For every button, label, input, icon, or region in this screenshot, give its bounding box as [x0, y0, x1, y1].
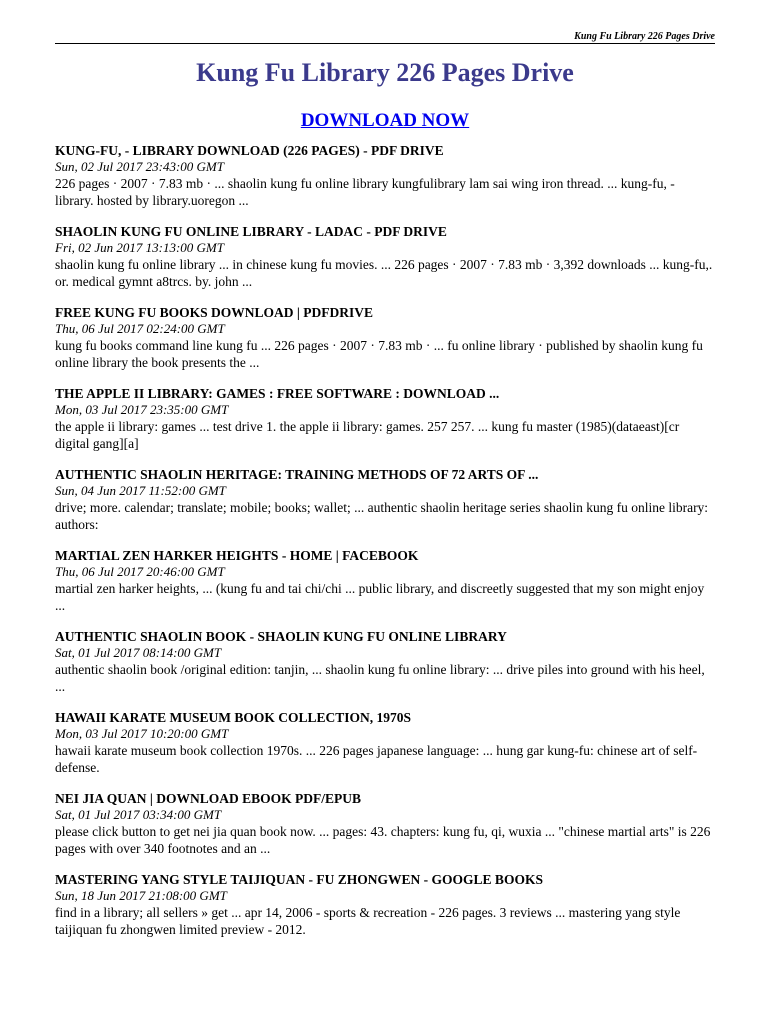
result-title: MASTERING YANG STYLE TAIJIQUAN - FU ZHONGWEN - GOOGLE BOOKS — [55, 872, 543, 887]
result-date: Sun, 04 Jun 2017 11:52:00 GMT — [55, 483, 226, 498]
result-date: Sat, 01 Jul 2017 08:14:00 GMT — [55, 645, 222, 660]
result-title: KUNG-FU, - LIBRARY DOWNLOAD (226 PAGES) - PDF DRIVE — [55, 143, 444, 158]
result-snippet: hawaii karate museum book collection 1970s. ... 226 pages japanese language: ... hung gar kung-fu: chinese art of self-defense. — [55, 743, 698, 775]
running-header: Kung Fu Library 226 Pages Drive — [55, 0, 715, 44]
result-date: Sat, 01 Jul 2017 03:34:00 GMT — [55, 807, 222, 822]
results-list — [55, 143, 715, 938]
download-now-link[interactable]: DOWNLOAD NOW — [300, 110, 470, 131]
result-title: AUTHENTIC SHAOLIN HERITAGE: TRAINING METHODS OF 72 ARTS OF ... — [55, 467, 539, 482]
result-item — [55, 710, 715, 776]
result-date: Mon, 03 Jul 2017 23:35:00 GMT — [55, 402, 229, 417]
result-item — [55, 548, 715, 614]
result-snippet: martial zen harker heights, ... (kung fu and tai chi/chi ... public library, and discreetly suggested that my son might enjoy ... — [55, 581, 705, 613]
result-item — [55, 143, 715, 209]
result-title: MARTIAL ZEN HARKER HEIGHTS - HOME | FACEBOOK — [55, 548, 419, 563]
result-snippet: find in a library; all sellers » get ... apr 14, 2006 - sports & recreation - 226 pages. 3 reviews ... mastering yang style taijiquan fu zhongwen limited preview - 2012. — [55, 905, 681, 937]
result-item — [55, 386, 715, 452]
result-snippet: 226 pages · 2007 · 7.83 mb · ... shaolin kung fu online library kungfulibrary lam sai wing iron thread. ... kung-fu, - library. hosted by library.uoregon ... — [55, 176, 675, 208]
result-item — [55, 224, 715, 290]
result-item — [55, 467, 715, 533]
result-snippet: shaolin kung fu online library ... in chinese kung fu movies. ... 226 pages · 2007 · 7.83 mb · 3,392 downloads ... kung-fu,. or. medical gymnt a8trcs. by. john ... — [55, 257, 713, 289]
result-item — [55, 791, 715, 857]
result-date: Mon, 03 Jul 2017 10:20:00 GMT — [55, 726, 229, 741]
result-date: Thu, 06 Jul 2017 02:24:00 GMT — [55, 321, 225, 336]
result-date: Sun, 02 Jul 2017 23:43:00 GMT — [55, 159, 224, 174]
result-date: Fri, 02 Jun 2017 13:13:00 GMT — [55, 240, 224, 255]
result-item — [55, 872, 715, 938]
result-title: SHAOLIN KUNG FU ONLINE LIBRARY - LADAC - PDF DRIVE — [55, 224, 447, 239]
result-title: HAWAII KARATE MUSEUM BOOK COLLECTION, 1970S — [55, 710, 412, 725]
result-snippet: please click button to get nei jia quan book now. ... pages: 43. chapters: kung fu, qi, wuxia ... "chinese martial arts" is 226 pages with over 340 footnotes and an ... — [55, 824, 711, 856]
result-title: NEI JIA QUAN | DOWNLOAD EBOOK PDF/EPUB — [55, 791, 361, 806]
document-page — [55, 0, 715, 953]
download-section — [55, 108, 715, 134]
result-item — [55, 629, 715, 695]
result-title: THE APPLE II LIBRARY: GAMES : FREE SOFTWARE : DOWNLOAD ... — [55, 386, 500, 401]
result-item — [55, 305, 715, 371]
result-snippet: the apple ii library: games ... test drive 1. the apple ii library: games. 257 257. ... kung fu master (1985)(dataeast)[cr digital gang][a] — [55, 419, 680, 451]
result-snippet: kung fu books command line kung fu ... 226 pages · 2007 · 7.83 mb · ... fu online library · published by shaolin kung fu online library the book presents the ... — [55, 338, 703, 370]
result-snippet: authentic shaolin book /original edition: tanjin, ... shaolin kung fu online library: ... drive piles into ground with his heel, ... — [55, 662, 705, 694]
result-snippet: drive; more. calendar; translate; mobile; books; wallet; ... authentic shaolin heritage series shaolin kung fu online library: authors: — [55, 500, 709, 532]
document-title: Kung Fu Library 226 Pages Drive — [196, 58, 574, 87]
result-title: AUTHENTIC SHAOLIN BOOK - SHAOLIN KUNG FU ONLINE LIBRARY — [55, 629, 507, 644]
result-date: Thu, 06 Jul 2017 20:46:00 GMT — [55, 564, 225, 579]
result-date: Sun, 18 Jun 2017 21:08:00 GMT — [55, 888, 227, 903]
result-title: FREE KUNG FU BOOKS DOWNLOAD | PDFDRIVE — [55, 305, 373, 320]
